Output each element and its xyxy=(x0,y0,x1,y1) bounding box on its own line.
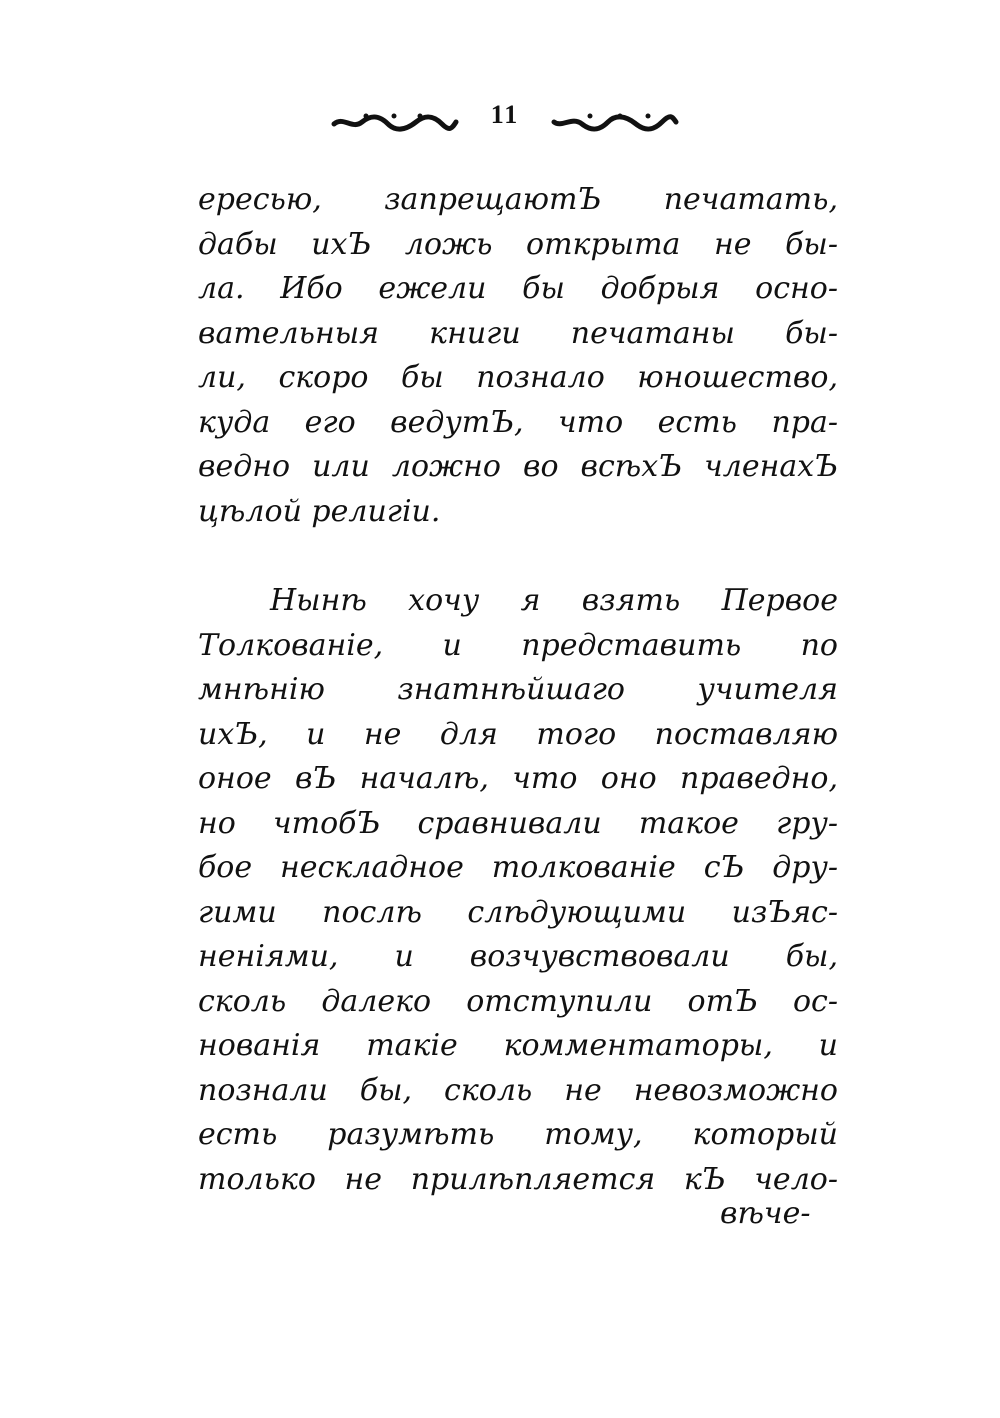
page-number: 11 xyxy=(490,100,520,129)
page-header xyxy=(330,100,680,140)
text-line: нованія такіе комментаторы, и xyxy=(198,1028,838,1063)
paragraph xyxy=(198,178,838,534)
text-line: ла. Ибо ежели бы добрыя осно- xyxy=(198,271,838,306)
wavy-vine-ornament-right-icon xyxy=(550,110,680,134)
wavy-vine-ornament-left-icon xyxy=(330,110,460,134)
text-line: мнѣнію знатнѣйшаго учителя xyxy=(198,672,838,707)
text-line: ихЪ, и не для того поставляю xyxy=(198,716,838,752)
text-line: неніями, и возчувствовали бы, xyxy=(198,939,838,974)
text-line: ересью, запрещаютЪ печатать, xyxy=(198,182,838,217)
text-line: вательныя книги печатаны бы- xyxy=(198,315,838,351)
text-line: есть разумѣть тому, который xyxy=(198,1117,838,1152)
text-line: Нынѣ хочу я взять Первое xyxy=(270,583,838,618)
text-line: цѣлой религіи. xyxy=(198,493,441,529)
text-line: познали бы, сколь не невозможно xyxy=(198,1072,838,1108)
text-line: бое нескладное толкованіе сЪ дру- xyxy=(198,850,838,885)
paragraph xyxy=(198,579,838,1202)
text-line: ли, скоро бы познало юношество, xyxy=(198,360,838,395)
text-line: дабы ихЪ ложь открыта не бы- xyxy=(198,226,838,262)
text-line: сколь далеко отступили отЪ ос- xyxy=(198,983,838,1019)
text-line: ведно или ложно во всѣхЪ членахЪ xyxy=(198,449,838,484)
text-line: но чтобЪ сравнивали такое гру- xyxy=(198,805,838,841)
text-line: Толкованіе, и представить по xyxy=(198,627,838,663)
paragraph-gap xyxy=(198,534,838,579)
body-text xyxy=(198,178,838,1202)
catchword: вѣче- xyxy=(720,1196,811,1231)
text-line: оное вЪ началѣ, что оно праведно, xyxy=(198,761,838,796)
text-line: куда его ведутЪ, что есть пра- xyxy=(198,404,838,440)
text-line: только не прилѣпляется кЪ чело- xyxy=(198,1161,838,1197)
text-line: гими послѣ слѣдующими изЪяс- xyxy=(198,894,838,930)
